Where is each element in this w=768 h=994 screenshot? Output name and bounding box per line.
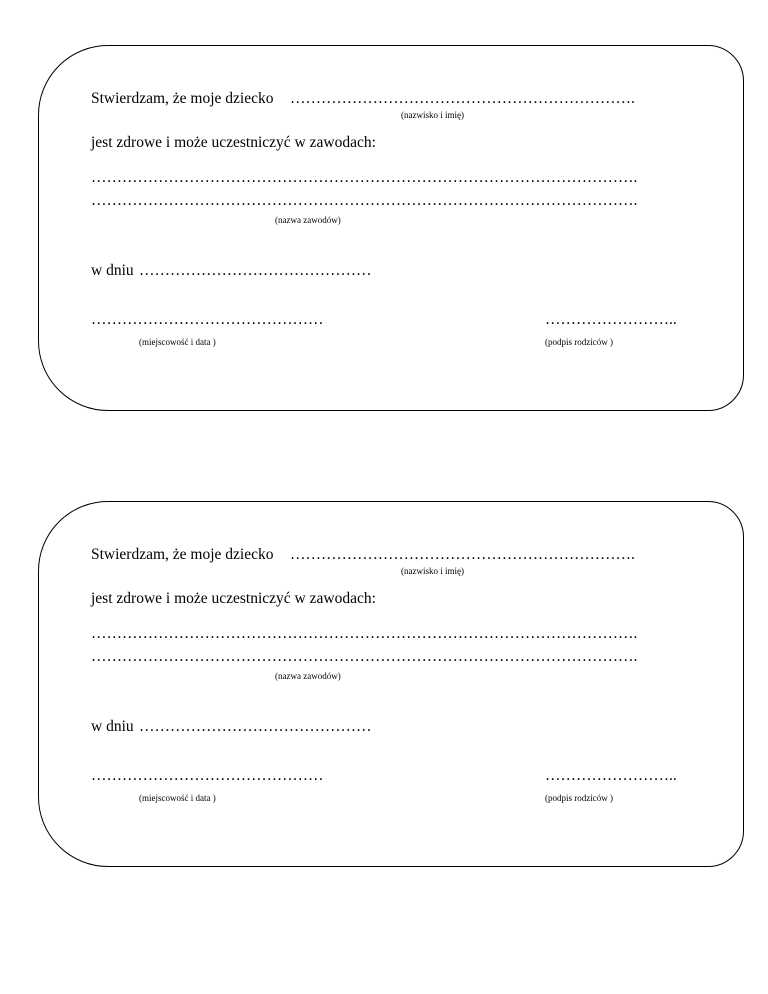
statement-text: Stwierdzam, że moje dziecko (91, 90, 274, 107)
signature-caption: (podpis rodziców ) (545, 337, 613, 347)
child-name-line: …………………………………………………………. (290, 90, 635, 107)
competition-line-2: ……………………………………………………………………………………………. (91, 648, 638, 665)
signature-line: …………………….. (545, 767, 677, 784)
signature-line: …………………….. (545, 311, 677, 328)
competition-line-1: ……………………………………………………………………………………………. (91, 625, 638, 642)
competition-caption: (nazwa zawodów) (275, 215, 341, 225)
competition-line-2: ……………………………………………………………………………………………. (91, 192, 638, 209)
child-name-line: …………………………………………………………. (290, 546, 635, 563)
date-label: w dniu (91, 718, 134, 735)
competition-sentence: jest zdrowe i może uczestniczyć w zawodach: (91, 590, 376, 607)
date-line: ……………………………………… (139, 262, 372, 279)
place-date-line: ……………………………………… (91, 311, 324, 328)
child-name-caption: (nazwisko i imię) (401, 110, 464, 120)
competition-line-1: ……………………………………………………………………………………………. (91, 169, 638, 186)
place-date-line: ……………………………………… (91, 767, 324, 784)
date-line: ……………………………………… (139, 718, 372, 735)
competition-caption: (nazwa zawodów) (275, 671, 341, 681)
consent-form-card-2 (38, 501, 744, 867)
signature-caption: (podpis rodziców ) (545, 793, 613, 803)
place-date-caption: (miejscowość i data ) (139, 793, 216, 803)
child-name-caption: (nazwisko i imię) (401, 566, 464, 576)
consent-form-card-1 (38, 45, 744, 411)
competition-sentence: jest zdrowe i może uczestniczyć w zawodach: (91, 134, 376, 151)
date-label: w dniu (91, 262, 134, 279)
statement-text: Stwierdzam, że moje dziecko (91, 546, 274, 563)
place-date-caption: (miejscowość i data ) (139, 337, 216, 347)
